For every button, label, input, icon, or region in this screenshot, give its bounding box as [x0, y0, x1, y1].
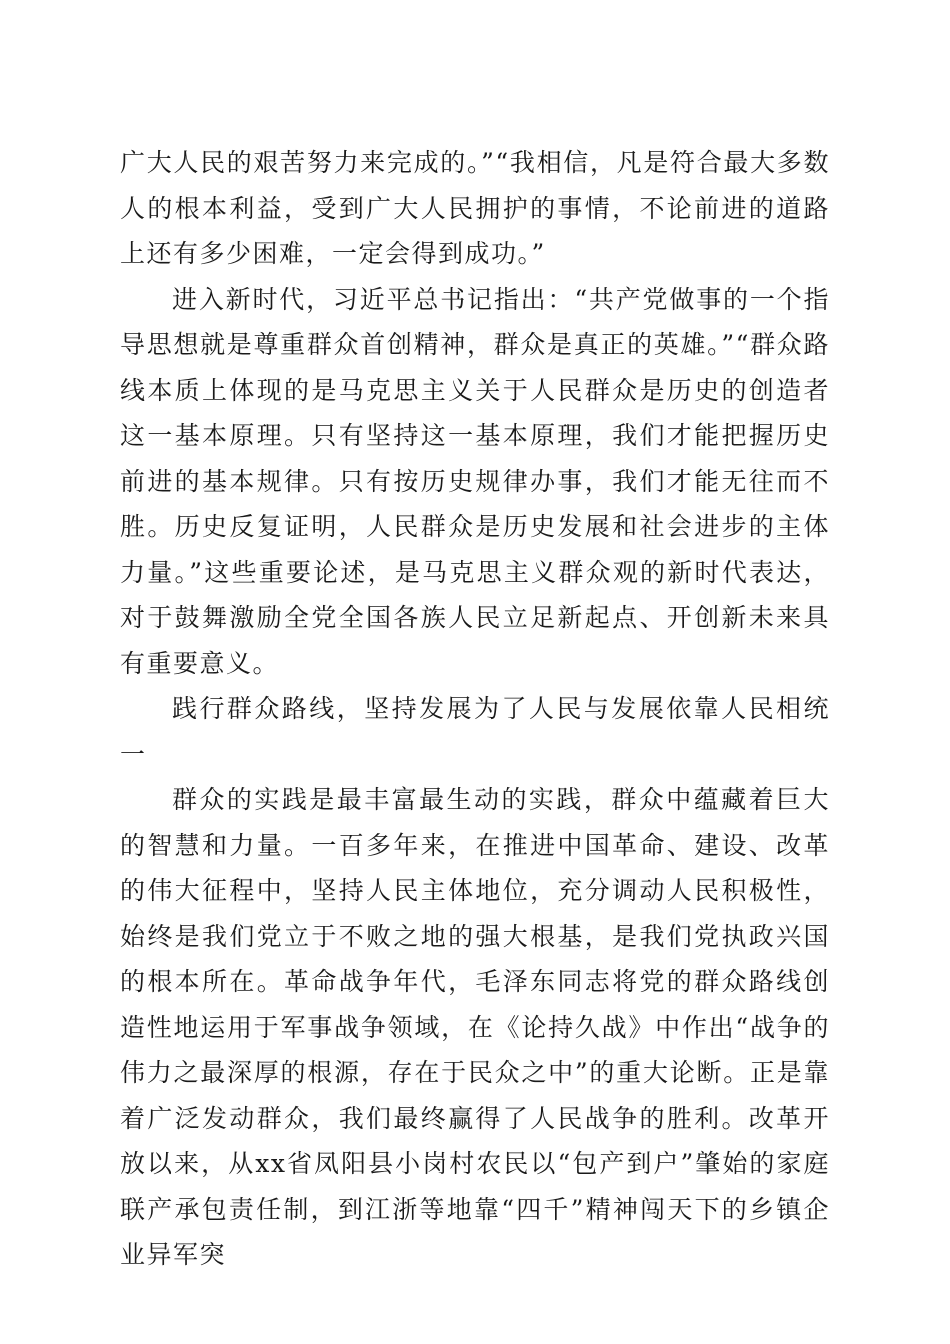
paragraph-mass-practice: 群众的实践是最丰富最生动的实践，群众中蕴藏着巨大的智慧和力量。一百多年来，在推进中国革命、建设、改革的伟大征程中，坚持人民主体地位，充分调动人民积极性，始终是我们党立于不败之地的强大根基，是我们党执政兴国的根本所在。革命战争年代，毛泽东同志将党的群众路线创造性地运用于军事战争领域，在《论持久战》中作出“战争的伟力之最深厚的根源，存在于民众之中”的重大论断。正是靠着广泛发动群众，我们最终赢得了人民战争的胜利。改革开放以来，从xx省凤阳县小岗村农民以“包产到户”肇始的家庭联产承包责任制，到江浙等地靠“四千”精神闯天下的乡镇企业异军突: [120, 785, 830, 1269]
paragraph-quote-continuation: 广大人民的艰苦努力来完成的。”“我相信，凡是符合最大多数人的根本利益，受到广大人民拥护的事情，不论前进的道路上还有多少困难，一定会得到成功。”: [120, 148, 830, 268]
document-body: [120, 140, 830, 1278]
paragraph-new-era: 进入新时代，习近平总书记指出：“共产党做事的一个指导思想就是尊重群众首创精神，群众是真正的英雄。”“群众路线本质上体现的是马克思主义关于人民群众是历史的创造者这一基本原理。只有坚持这一基本原理，我们才能把握历史前进的基本规律。只有按历史规律办事，我们才能无往而不胜。历史反复证明，人民群众是历史发展和社会进步的主体力量。”这些重要论述，是马克思主义群众观的新时代表达，对于鼓舞激励全党全国各族人民立足新起点、开创新未来具有重要意义。: [120, 284, 830, 678]
section-heading-mass-line: 践行群众路线，坚持发展为了人民与发展依靠人民相统一: [120, 694, 830, 769]
